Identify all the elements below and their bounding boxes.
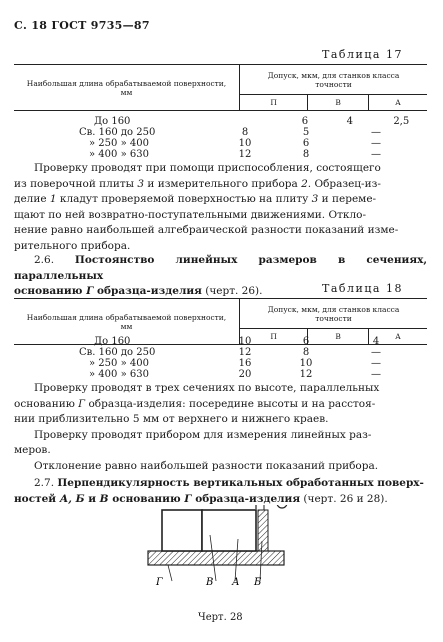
cell-p: 10 [238,336,252,347]
cell-p: 12 [238,347,252,358]
cell-a: — [371,149,381,160]
dial-indicator [277,505,287,508]
text-line: 2.6. Постоянство линейных размеров в сечениях, параллельных [14,254,428,282]
row-label: До 160 [94,116,131,127]
table-17-head-group: Допуск, мкм, для станков класса точности [240,65,428,95]
table-17 [14,64,427,111]
text-line: рительного прибора. [14,239,131,252]
paragraph-1 [14,161,427,254]
table-18-head-group: Допуск, мкм, для станков класса точности [240,299,428,329]
cell-a: 4 [372,336,380,347]
cell-a: — [371,369,381,380]
table-17-body [14,116,427,160]
cell-p: 6 [301,116,309,127]
table-row [14,127,427,138]
table-row [14,149,427,160]
paragraph-3: Отклонение равно наибольшей разности показаний прибора. [34,460,379,472]
table-18-head-left: Наибольшая длина обрабатываемой поверхности, мм [14,299,240,345]
row-label: » 250 » 400 [89,138,149,149]
cell-a: — [371,347,381,358]
text-line: нии приблизительно 5 мм от верхнего и нижнего краев. [14,413,329,425]
table-18-class-a: А [395,332,401,341]
figure-28-drawing [140,505,310,605]
cell-v: 12 [299,369,313,380]
cell-p: 10 [238,138,252,149]
cell-p: 8 [241,127,249,138]
section-2-7 [14,476,427,507]
cell-a: — [371,127,381,138]
cell-v: 8 [302,149,310,160]
table-17-class-a: А [395,98,401,107]
text-line: основанию Г образца-изделия: посередине высоты и на расстоя- [14,397,376,410]
text-line: делие 1 кладут проверяемой поверхностью на плиту 3 и переме- [14,193,377,205]
row-label: Св. 160 до 250 [79,347,156,358]
cell-v: 6 [302,138,310,149]
table-17-head-left: Наибольшая длина обрабатываемой поверхности, мм [14,65,240,111]
row-label: » 400 » 630 [89,369,149,380]
text-line: из поверочной плиты 3 и измерительного прибора 2. Образец-из- [14,177,381,190]
cell-v: 10 [299,358,313,369]
table-row [14,116,427,127]
table-row [14,358,427,369]
table-row [14,369,427,380]
cell-p: 20 [238,369,252,380]
text-line: ностей А, Б и В основанию Г образца-изделия (черт. 26 и 28). [14,492,388,505]
table-18-body [14,336,427,380]
cell-a: — [371,138,381,149]
text-line: Проверку проводят прибором для измерения линейных раз- [34,428,372,441]
text-line: 2.7. Перпендикулярность вертикальных обработанных поверх- [34,477,424,489]
cell-v: 4 [346,116,353,127]
cell-v: 8 [302,347,310,358]
cell-p: 12 [238,149,252,160]
cell-a: — [371,358,381,369]
text-line: щают по ней возвратно-поступательными движениями. Откло- [14,208,366,221]
row-label: » 250 » 400 [89,358,149,369]
label-g: Г [156,577,163,588]
text-line: Проверку проводят при помощи приспособления, состоящего [34,162,381,174]
page-header: С. 18 ГОСТ 9735—87 [14,19,150,32]
table-row [14,347,427,358]
cell-v: 5 [302,127,310,138]
paragraph-2 [14,381,427,459]
row-label: » 400 » 630 [89,149,149,160]
text-line: Проверку проводят в трех сечениях по высоте, параллельных [34,382,380,394]
label-b: Б [254,577,262,588]
table-18-caption: Таблица 18 [322,282,403,295]
table-17-class-v: В [308,95,369,111]
label-v: В [206,577,214,588]
cell-v: 6 [302,336,310,347]
table-18-class-p: П [240,329,308,345]
cell-a: 2,5 [393,116,410,127]
table-row [14,138,427,149]
table-17-class-p: П [240,95,308,111]
base-plate [148,551,284,565]
table-18-class-v: В [308,329,369,345]
square-stand [258,510,268,551]
row-label: Св. 160 до 250 [79,127,156,138]
table-row [14,336,427,347]
label-a: А [232,577,240,588]
cell-p: 16 [238,358,252,369]
text-line: меров. [14,444,51,456]
text-line: основанию Г образца-изделия (черт. 26). [14,285,263,297]
text-line: нение равно наибольшей алгебраической разности показаний изме- [14,224,399,236]
block-right [202,510,256,551]
table-17-caption: Таблица 17 [322,48,403,61]
figure-28-caption: Черт. 28 [198,612,243,623]
row-label: До 160 [94,336,131,347]
block-left [162,510,202,551]
